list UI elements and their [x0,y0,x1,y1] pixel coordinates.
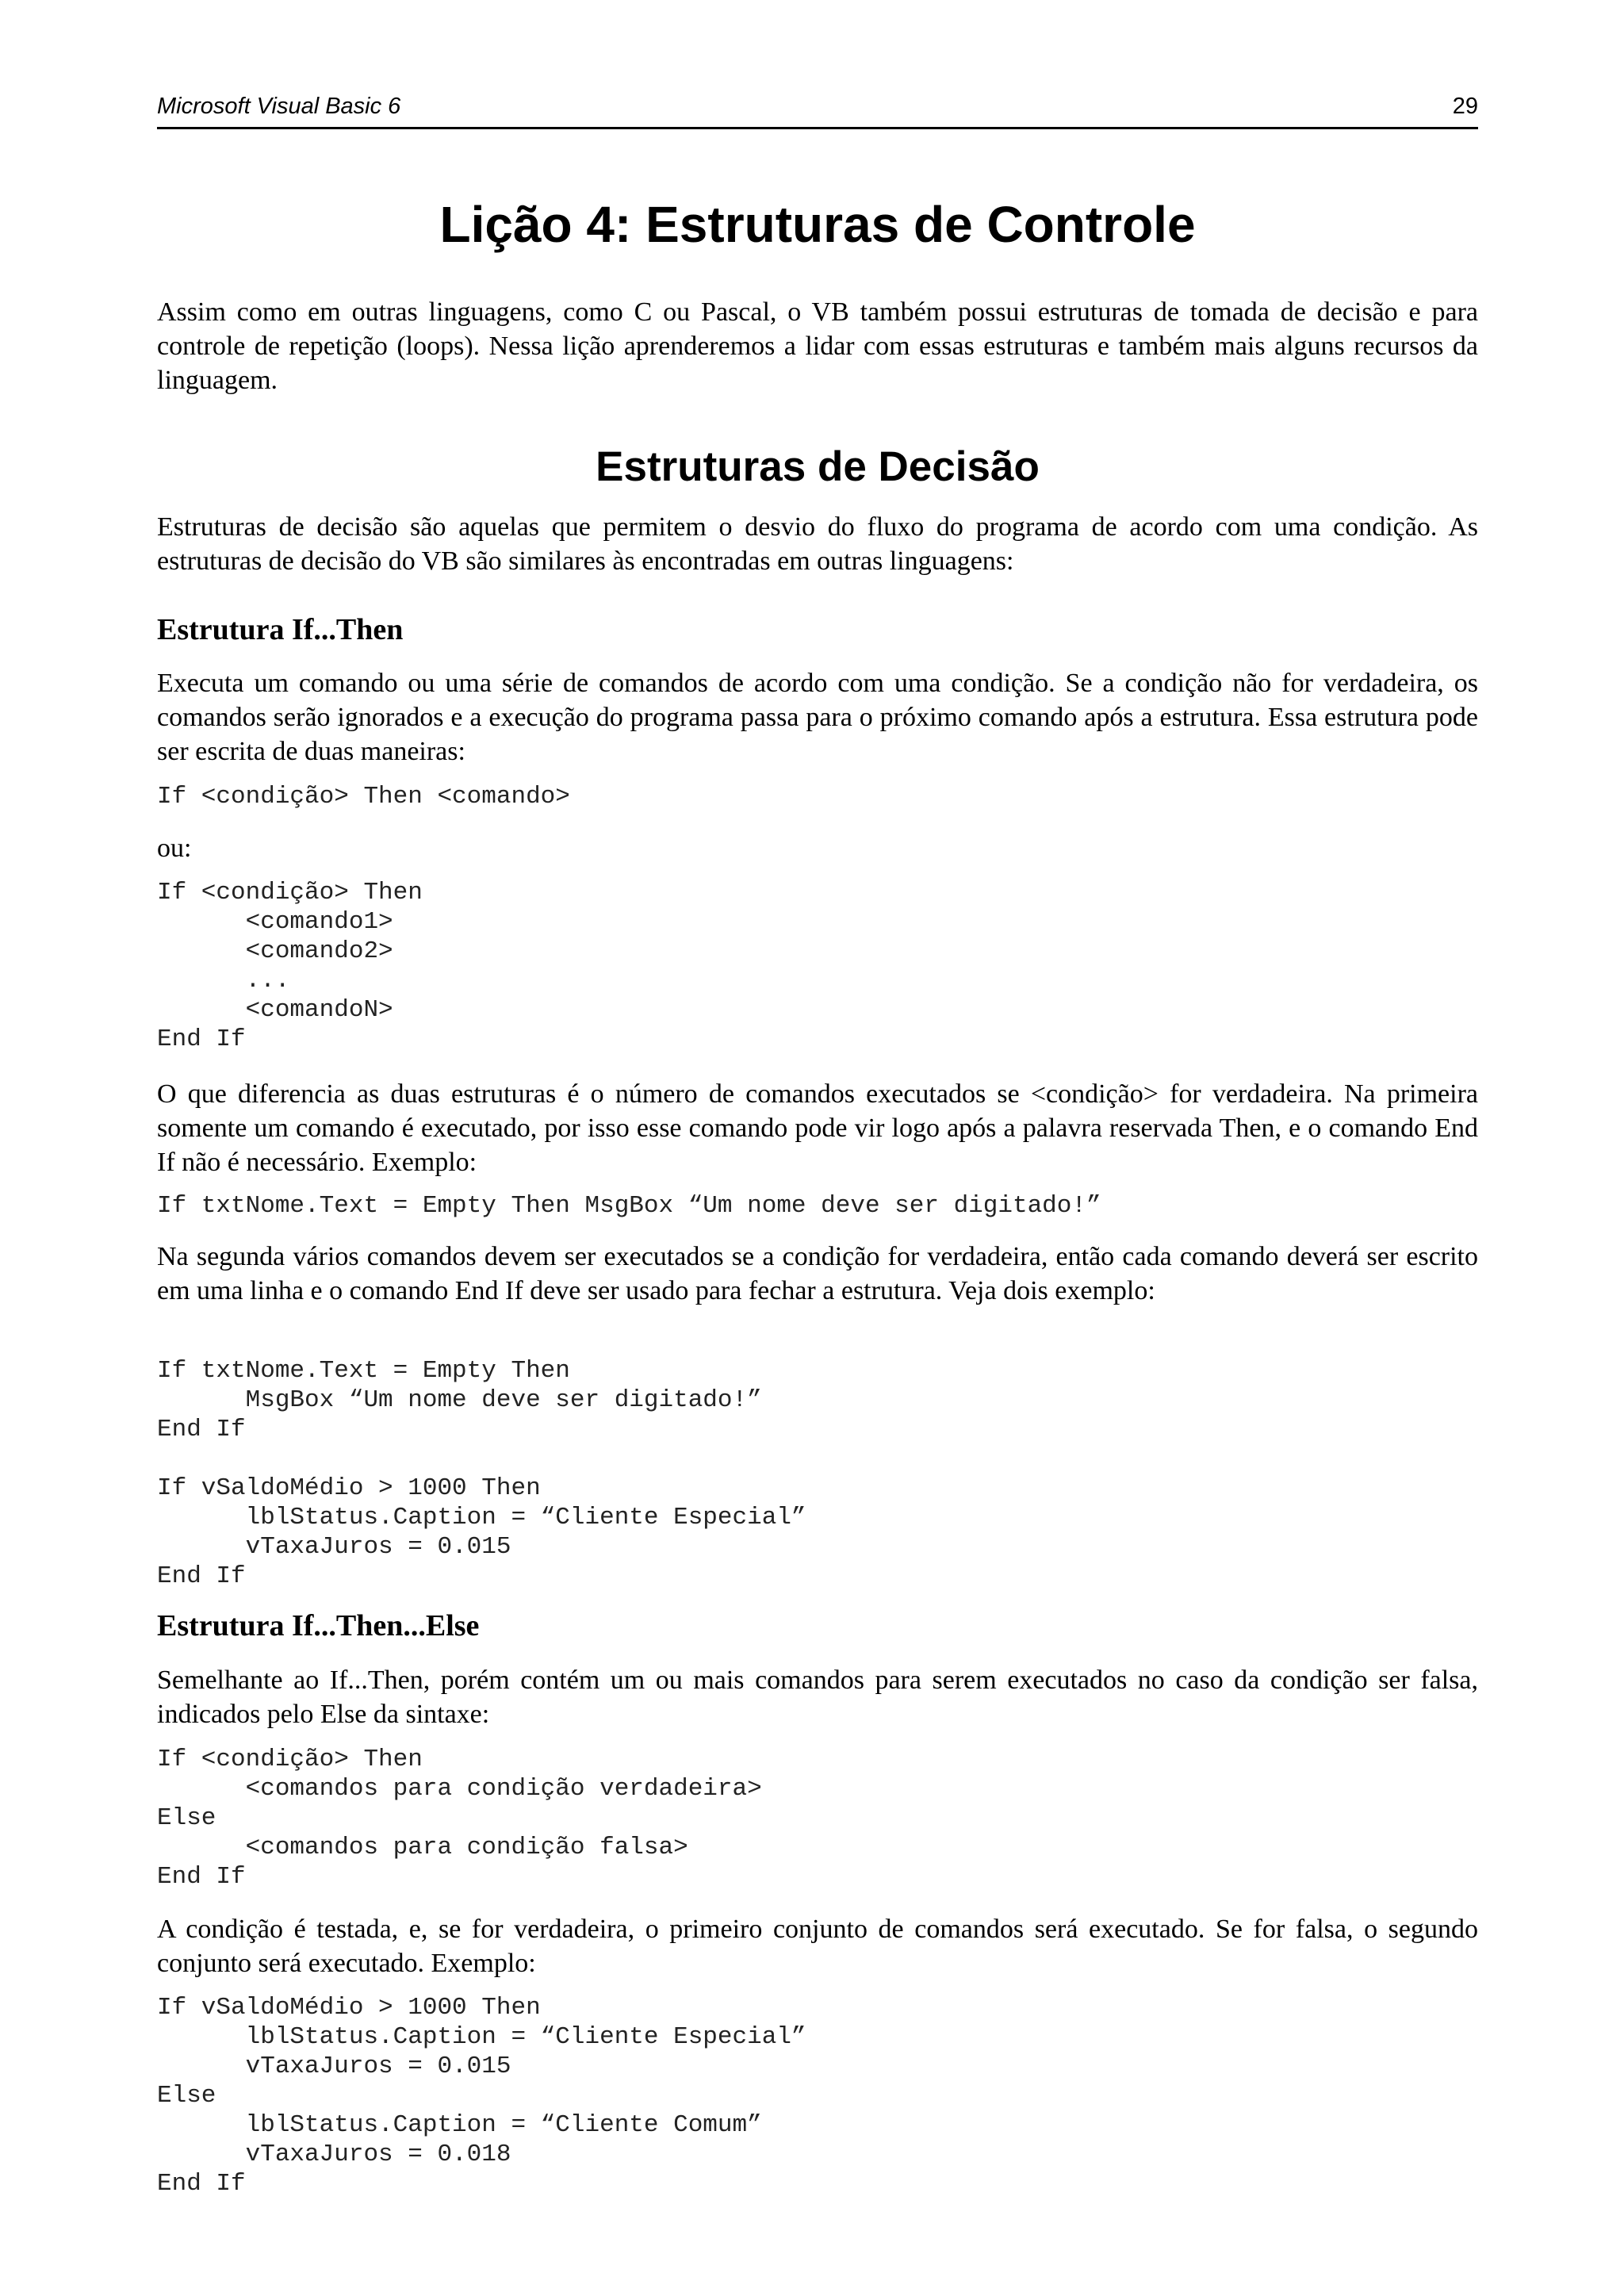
subsection-heading-if-then-else: Estrutura If...Then...Else [157,1609,480,1642]
subsection-heading-if-then: Estrutura If...Then [157,613,404,646]
paragraph-or: ou: [157,834,192,863]
page-header [157,94,1478,129]
if-then-paragraph-3: Na segunda vários comandos devem ser executados se a condição for verdadeira, então cada comando deverá ser escrito em uma linha e o comando End If deve ser usado para fechar a estrutura. Veja dois exemplo: [157,1242,1478,1305]
code-block: If <condição> Then <comando1> <comando2> ... <comandoN> End If [157,879,423,1053]
code-block: If <condição> Then <comandos para condição verdadeira> Else <comandos para condição falsa> End If [157,1746,762,1891]
if-then-else-paragraph-2: A condição é testada, e, se for verdadeira, o primeiro conjunto de comandos será executado. Se for falsa, o segundo conjunto será executado. Exemplo: [157,1915,1478,1978]
lesson-intro: Assim como em outras linguagens, como C ou Pascal, o VB também possui estruturas de tomada de decisão e para controle de repetição (loops). Nessa lição aprenderemos a lidar com essas estruturas e também mais alguns recursos da linguagem. [157,297,1478,395]
code-block: If <condição> Then <comando> [157,783,570,811]
section-heading: Estruturas de Decisão [596,443,1040,490]
if-then-paragraph-1: Executa um comando ou uma série de comandos de acordo com uma condição. Se a condição não for verdadeira, os comandos serão ignorados e a execução do programa passa para o próximo comando após a estrutura. Essa estrutura pode ser escrita de duas maneiras: [157,669,1478,766]
section-intro: Estruturas de decisão são aquelas que permitem o desvio do fluxo do programa de acordo com uma condição. As estruturas de decisão do VB são similares às encontradas em outras linguagens: [157,512,1478,576]
lesson-title: Lição 4: Estruturas de Controle [439,196,1196,253]
code-block: If txtNome.Text = Empty Then MsgBox “Um nome deve ser digitado!” End If If vSaldoMédio > 1000 Then lblStatus.Caption = “Cliente Especial” vTaxaJuros = 0.015 End If [157,1357,806,1590]
code-block: If txtNome.Text = Empty Then MsgBox “Um nome deve ser digitado!” [157,1192,1101,1220]
header-title: Microsoft Visual Basic 6 [157,94,401,119]
code-block: If vSaldoMédio > 1000 Then lblStatus.Caption = “Cliente Especial” vTaxaJuros = 0.015 Else lblStatus.Caption = “Cliente Comum” vTaxaJuros = 0.018 End If [157,1994,806,2198]
page-number: 29 [1452,94,1478,119]
if-then-paragraph-2: O que diferencia as duas estruturas é o número de comandos executados se <condição> for verdadeira. Na primeira somente um comando é executado, por isso esse comando pode vir logo após a palavra reservada Then, e o comando End If não é necessário. Exemplo: [157,1079,1478,1177]
if-then-else-paragraph-1: Semelhante ao If...Then, porém contém um ou mais comandos para serem executados no caso da condição ser falsa, indicados pelo Else da sintaxe: [157,1665,1478,1729]
